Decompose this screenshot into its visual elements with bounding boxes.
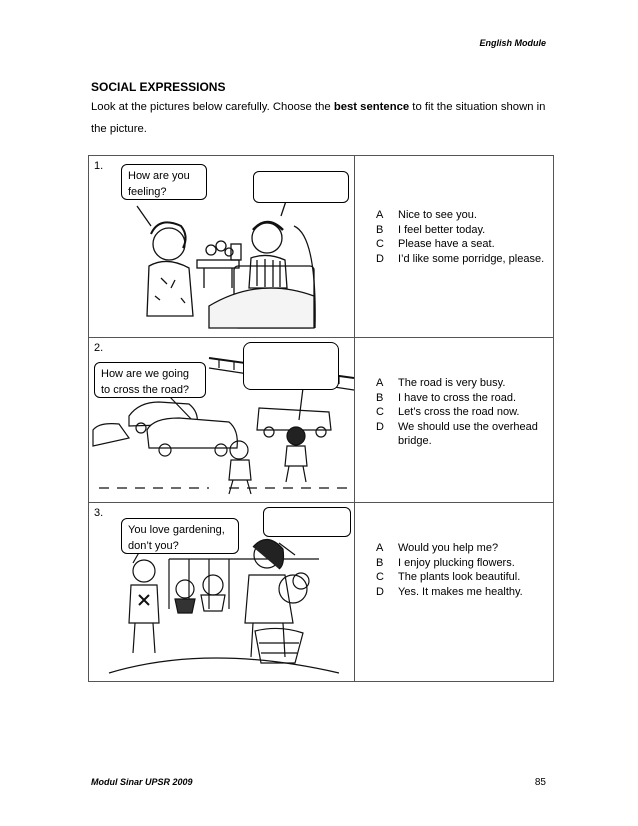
question-number: 1. (94, 160, 104, 172)
option-d: D We should use the overhead bridge. (376, 420, 538, 447)
speech-bubble-answer (263, 507, 351, 537)
options-list (376, 208, 568, 266)
question-number: 2. (94, 342, 104, 354)
footer-source: Modul Sinar UPSR 2009 (91, 777, 193, 787)
option-c: C Please have a seat. (376, 238, 495, 250)
section-title: SOCIAL EXPRESSIONS (91, 80, 226, 94)
option-b: B I have to cross the road. (376, 391, 517, 404)
module-header: English Module (479, 38, 546, 48)
speech-bubble-left: You love gardening, don’t you? (121, 518, 239, 554)
option-a: A Nice to see you. (376, 209, 477, 221)
page-number: 85 (534, 777, 546, 788)
question-row-1 (89, 156, 553, 338)
option-b: B I feel better today. (376, 223, 486, 236)
options-list (376, 541, 558, 599)
option-d: D I’d like some porridge, please. (376, 252, 545, 265)
option-d: D Yes. It makes me healthy. (376, 585, 523, 598)
question-row-2 (89, 338, 553, 503)
options-list (376, 376, 558, 449)
question-table (88, 155, 554, 682)
speech-bubble-left: How are we going to cross the road? (94, 362, 206, 398)
option-a: A The road is very busy. (376, 377, 506, 389)
instructions: Look at the pictures below carefully. Choose the best sentence to fit the situation shown in the picture. (91, 101, 546, 135)
option-c: C Let’s cross the road now. (376, 406, 520, 418)
speech-bubble-answer (253, 171, 349, 203)
instructions-bold: best sentence (333, 101, 410, 113)
option-a: A Would you help me? (376, 542, 499, 554)
speech-bubble-left: How are you feeling? (121, 164, 207, 200)
option-b: B I enjoy plucking flowers. (376, 556, 515, 569)
question-number: 3. (94, 507, 104, 519)
option-c: C The plants look beautiful. (376, 571, 521, 583)
question-row-3 (89, 503, 553, 682)
speech-bubble-answer (243, 342, 339, 390)
